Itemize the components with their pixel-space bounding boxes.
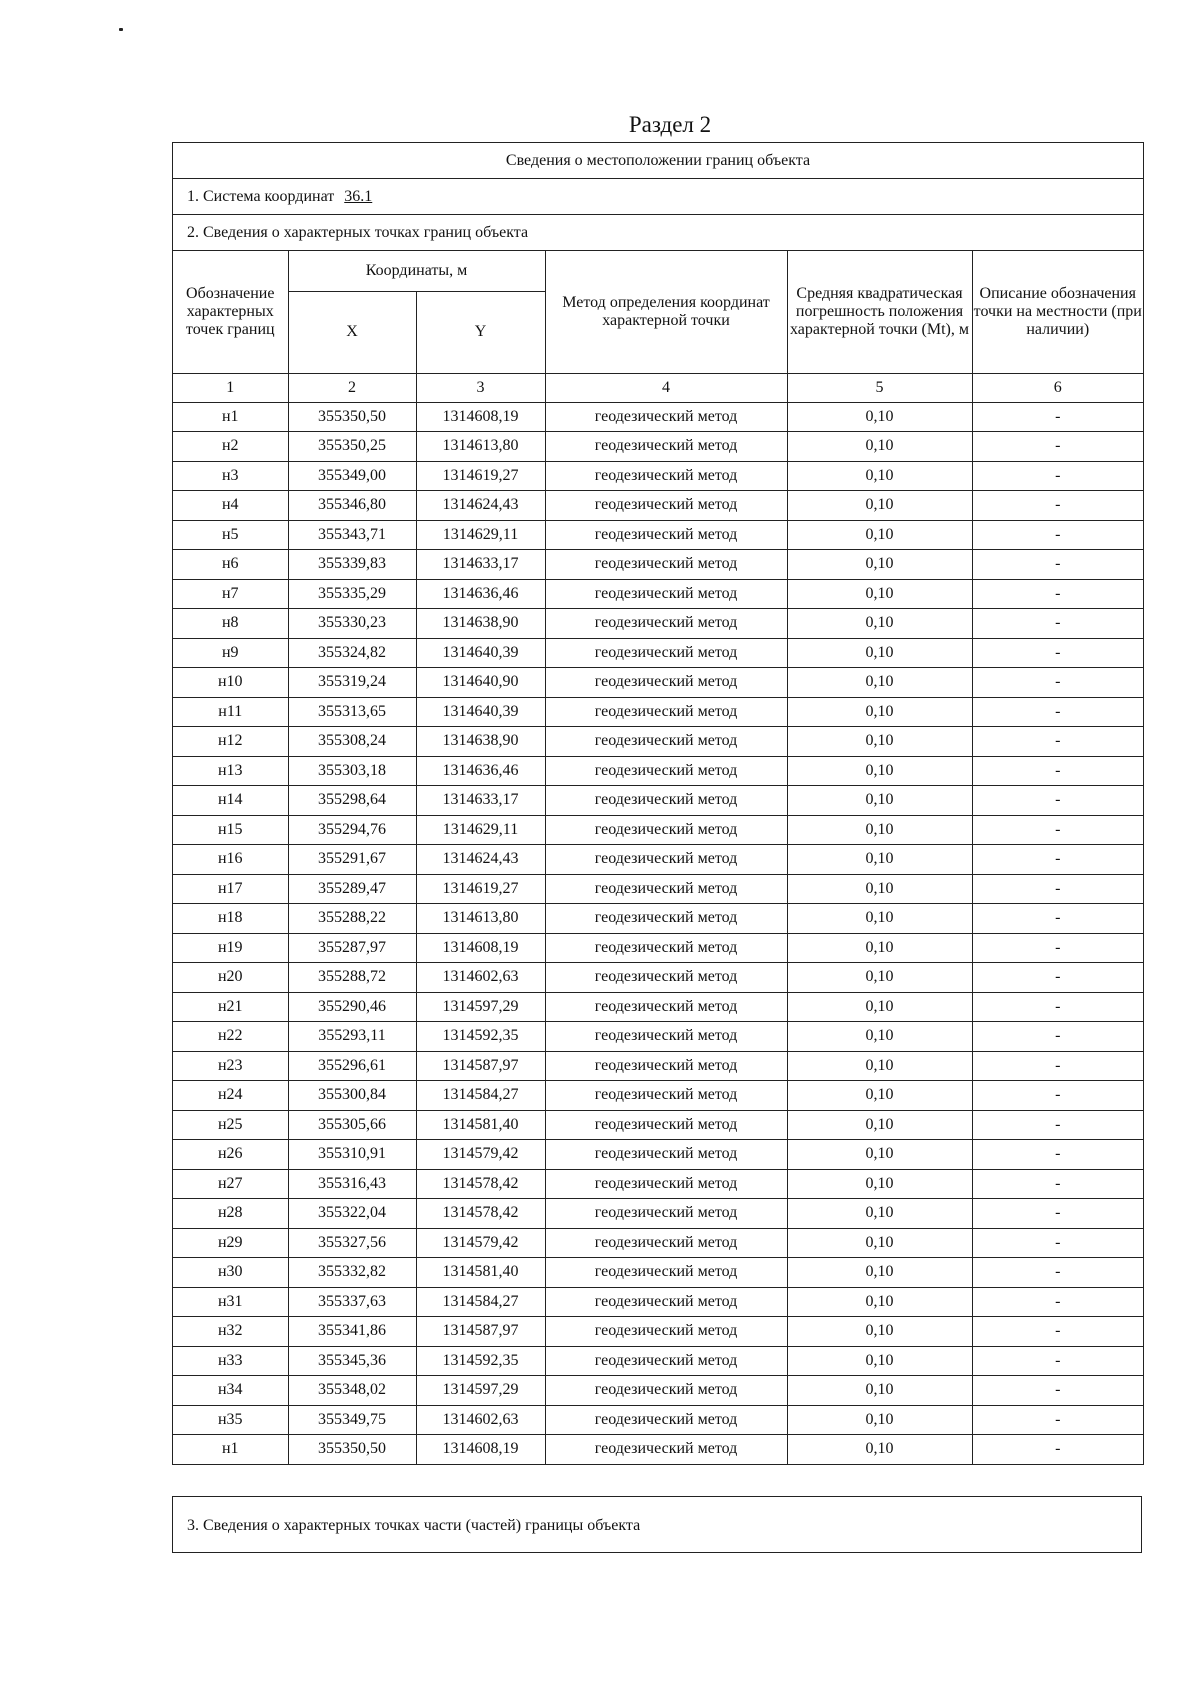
column-number: 4 [545,373,787,402]
y-cell: 1314636,46 [416,579,545,609]
table-row [173,697,1143,727]
y-cell: 1314629,11 [416,520,545,550]
method-cell: геодезический метод [545,1258,787,1288]
table-row [173,638,1143,668]
y-cell: 1314636,46 [416,756,545,786]
part-points-title: 3. Сведения о характерных точках части (частей) границы объекта [187,1517,641,1534]
main-title: Сведения о местоположении границ объекта [173,143,1143,179]
table-row [173,786,1143,816]
boundary-info-block [172,142,1144,1465]
table-row [173,815,1143,845]
table-row [173,609,1143,639]
accuracy-cell: 0,10 [787,1140,972,1170]
x-cell: 355341,86 [288,1317,416,1347]
header-y: Y [416,291,545,373]
column-number: 5 [787,373,972,402]
table-row [173,1169,1143,1199]
point-id-cell: н4 [173,491,288,521]
description-cell: - [972,432,1143,462]
point-id-cell: н34 [173,1376,288,1406]
description-cell: - [972,815,1143,845]
x-cell: 355303,18 [288,756,416,786]
accuracy-cell: 0,10 [787,579,972,609]
description-cell: - [972,609,1143,639]
point-id-cell: н5 [173,520,288,550]
x-cell: 355345,36 [288,1346,416,1376]
table-row [173,933,1143,963]
y-cell: 1314602,63 [416,1405,545,1435]
table-row [173,1376,1143,1406]
x-cell: 355308,24 [288,727,416,757]
description-cell: - [972,874,1143,904]
description-cell: - [972,1376,1143,1406]
y-cell: 1314581,40 [416,1110,545,1140]
method-cell: геодезический метод [545,491,787,521]
point-id-cell: н14 [173,786,288,816]
method-cell: геодезический метод [545,963,787,993]
column-number: 3 [416,373,545,402]
point-id-cell: н10 [173,668,288,698]
method-cell: геодезический метод [545,933,787,963]
accuracy-cell: 0,10 [787,491,972,521]
accuracy-cell: 0,10 [787,402,972,432]
point-id-cell: н25 [173,1110,288,1140]
description-cell: - [972,491,1143,521]
method-cell: геодезический метод [545,815,787,845]
description-cell: - [972,1081,1143,1111]
x-cell: 355300,84 [288,1081,416,1111]
accuracy-cell: 0,10 [787,756,972,786]
header-description: Описание обозначения точки на местности (при наличии) [972,251,1143,373]
method-cell: геодезический метод [545,1081,787,1111]
method-cell: геодезический метод [545,1228,787,1258]
description-cell: - [972,638,1143,668]
table-row [173,1140,1143,1170]
x-cell: 355346,80 [288,491,416,521]
table-row [173,1405,1143,1435]
y-cell: 1314640,90 [416,668,545,698]
table-row [173,1228,1143,1258]
description-cell: - [972,1317,1143,1347]
y-cell: 1314608,19 [416,402,545,432]
x-cell: 355348,02 [288,1376,416,1406]
method-cell: геодезический метод [545,520,787,550]
y-cell: 1314578,42 [416,1169,545,1199]
point-id-cell: н26 [173,1140,288,1170]
x-cell: 355287,97 [288,933,416,963]
table-row [173,550,1143,580]
accuracy-cell: 0,10 [787,638,972,668]
point-id-cell: н6 [173,550,288,580]
coord-system-line [173,179,1143,215]
accuracy-cell: 0,10 [787,1287,972,1317]
description-cell: - [972,697,1143,727]
accuracy-cell: 0,10 [787,1317,972,1347]
x-cell: 355349,00 [288,461,416,491]
description-cell: - [972,550,1143,580]
method-cell: геодезический метод [545,727,787,757]
x-cell: 355324,82 [288,638,416,668]
column-numbers-row [173,373,1143,402]
y-cell: 1314613,80 [416,432,545,462]
point-id-cell: н2 [173,432,288,462]
accuracy-cell: 0,10 [787,1169,972,1199]
section-title: Раздел 2 [628,112,712,137]
x-cell: 355332,82 [288,1258,416,1288]
table-row [173,756,1143,786]
point-id-cell: н20 [173,963,288,993]
accuracy-cell: 0,10 [787,904,972,934]
header-accuracy: Средняя квадратическая погрешность положения характерной точки (Mt), м [787,251,972,373]
point-id-cell: н22 [173,1022,288,1052]
table-row [173,963,1143,993]
method-cell: геодезический метод [545,1405,787,1435]
point-id-cell: н29 [173,1228,288,1258]
y-cell: 1314629,11 [416,815,545,845]
x-cell: 355305,66 [288,1110,416,1140]
point-id-cell: н7 [173,579,288,609]
accuracy-cell: 0,10 [787,992,972,1022]
point-id-cell: н27 [173,1169,288,1199]
table-row [173,845,1143,875]
method-cell: геодезический метод [545,1346,787,1376]
x-cell: 355339,83 [288,550,416,580]
table-row [173,1199,1143,1229]
column-number: 1 [173,373,288,402]
y-cell: 1314619,27 [416,874,545,904]
x-cell: 355350,25 [288,432,416,462]
description-cell: - [972,1405,1143,1435]
header-coords: Координаты, м [288,251,545,291]
description-cell: - [972,963,1143,993]
description-cell: - [972,520,1143,550]
accuracy-cell: 0,10 [787,520,972,550]
method-cell: геодезический метод [545,1435,787,1464]
accuracy-cell: 0,10 [787,1258,972,1288]
y-cell: 1314638,90 [416,727,545,757]
x-cell: 355294,76 [288,815,416,845]
table-row [173,1051,1143,1081]
table-row [173,432,1143,462]
y-cell: 1314584,27 [416,1081,545,1111]
y-cell: 1314638,90 [416,609,545,639]
method-cell: геодезический метод [545,402,787,432]
description-cell: - [972,786,1143,816]
point-id-cell: н16 [173,845,288,875]
method-cell: геодезический метод [545,1199,787,1229]
x-cell: 355290,46 [288,992,416,1022]
table-row [173,992,1143,1022]
method-cell: геодезический метод [545,697,787,727]
method-cell: геодезический метод [545,874,787,904]
table-row [173,668,1143,698]
point-id-cell: н1 [173,1435,288,1464]
method-cell: геодезический метод [545,609,787,639]
x-cell: 355288,22 [288,904,416,934]
x-cell: 355350,50 [288,402,416,432]
points-title: 2. Сведения о характерных точках границ объекта [173,215,1143,251]
x-cell: 355327,56 [288,1228,416,1258]
x-cell: 355293,11 [288,1022,416,1052]
x-cell: 355350,50 [288,1435,416,1464]
accuracy-cell: 0,10 [787,432,972,462]
scan-speck [119,28,123,31]
description-cell: - [972,668,1143,698]
point-id-cell: н23 [173,1051,288,1081]
method-cell: геодезический метод [545,992,787,1022]
y-cell: 1314613,80 [416,904,545,934]
description-cell: - [972,579,1143,609]
x-cell: 355335,29 [288,579,416,609]
table-row [173,1081,1143,1111]
y-cell: 1314624,43 [416,845,545,875]
method-cell: геодезический метод [545,756,787,786]
point-id-cell: н24 [173,1081,288,1111]
table-row [173,1258,1143,1288]
point-id-cell: н1 [173,402,288,432]
method-cell: геодезический метод [545,1317,787,1347]
method-cell: геодезический метод [545,1110,787,1140]
accuracy-cell: 0,10 [787,845,972,875]
description-cell: - [972,904,1143,934]
table-row [173,461,1143,491]
table-row [173,1110,1143,1140]
y-cell: 1314640,39 [416,697,545,727]
method-cell: геодезический метод [545,432,787,462]
method-cell: геодезический метод [545,638,787,668]
part-points-block [172,1496,1142,1553]
accuracy-cell: 0,10 [787,1022,972,1052]
method-cell: геодезический метод [545,1287,787,1317]
point-id-cell: н13 [173,756,288,786]
method-cell: геодезический метод [545,550,787,580]
accuracy-cell: 0,10 [787,963,972,993]
accuracy-cell: 0,10 [787,461,972,491]
y-cell: 1314633,17 [416,550,545,580]
y-cell: 1314608,19 [416,933,545,963]
description-cell: - [972,727,1143,757]
table-row [173,1022,1143,1052]
table-row [173,874,1143,904]
x-cell: 355298,64 [288,786,416,816]
accuracy-cell: 0,10 [787,1051,972,1081]
description-cell: - [972,461,1143,491]
point-id-cell: н35 [173,1405,288,1435]
point-id-cell: н32 [173,1317,288,1347]
y-cell: 1314592,35 [416,1022,545,1052]
x-cell: 355337,63 [288,1287,416,1317]
table-row [173,1435,1143,1464]
accuracy-cell: 0,10 [787,609,972,639]
description-cell: - [972,1110,1143,1140]
accuracy-cell: 0,10 [787,1228,972,1258]
description-cell: - [972,1287,1143,1317]
x-cell: 355310,91 [288,1140,416,1170]
accuracy-cell: 0,10 [787,1405,972,1435]
y-cell: 1314597,29 [416,1376,545,1406]
coord-system-label: 1. Система координат [187,188,335,205]
description-cell: - [972,1169,1143,1199]
table-row [173,491,1143,521]
x-cell: 355313,65 [288,697,416,727]
point-id-cell: н28 [173,1199,288,1229]
description-cell: - [972,1258,1143,1288]
description-cell: - [972,845,1143,875]
y-cell: 1314584,27 [416,1287,545,1317]
y-cell: 1314581,40 [416,1258,545,1288]
table-row [173,1346,1143,1376]
y-cell: 1314587,97 [416,1051,545,1081]
point-id-cell: н30 [173,1258,288,1288]
table-row [173,520,1143,550]
accuracy-cell: 0,10 [787,1081,972,1111]
accuracy-cell: 0,10 [787,1376,972,1406]
point-id-cell: н18 [173,904,288,934]
point-id-cell: н17 [173,874,288,904]
method-cell: геодезический метод [545,845,787,875]
x-cell: 355289,47 [288,874,416,904]
method-cell: геодезический метод [545,904,787,934]
accuracy-cell: 0,10 [787,1435,972,1464]
accuracy-cell: 0,10 [787,815,972,845]
y-cell: 1314597,29 [416,992,545,1022]
x-cell: 355343,71 [288,520,416,550]
y-cell: 1314579,42 [416,1140,545,1170]
description-cell: - [972,1022,1143,1052]
accuracy-cell: 0,10 [787,668,972,698]
point-id-cell: н33 [173,1346,288,1376]
point-id-cell: н19 [173,933,288,963]
x-cell: 355288,72 [288,963,416,993]
x-cell: 355319,24 [288,668,416,698]
table-row [173,579,1143,609]
method-cell: геодезический метод [545,579,787,609]
description-cell: - [972,1346,1143,1376]
accuracy-cell: 0,10 [787,697,972,727]
method-cell: геодезический метод [545,1376,787,1406]
description-cell: - [972,992,1143,1022]
table-row [173,1287,1143,1317]
table-row [173,904,1143,934]
header-method: Метод определения координат характерной точки [545,251,787,373]
x-cell: 355322,04 [288,1199,416,1229]
description-cell: - [972,933,1143,963]
column-number: 6 [972,373,1143,402]
y-cell: 1314587,97 [416,1317,545,1347]
method-cell: геодезический метод [545,1022,787,1052]
point-id-cell: н31 [173,1287,288,1317]
x-cell: 355291,67 [288,845,416,875]
description-cell: - [972,756,1143,786]
accuracy-cell: 0,10 [787,1199,972,1229]
method-cell: геодезический метод [545,786,787,816]
column-number: 2 [288,373,416,402]
x-cell: 355316,43 [288,1169,416,1199]
point-id-cell: н21 [173,992,288,1022]
y-cell: 1314640,39 [416,638,545,668]
point-id-cell: н9 [173,638,288,668]
description-cell: - [972,1140,1143,1170]
method-cell: геодезический метод [545,461,787,491]
accuracy-cell: 0,10 [787,727,972,757]
y-cell: 1314592,35 [416,1346,545,1376]
method-cell: геодезический метод [545,1140,787,1170]
points-table [173,251,1143,1464]
point-id-cell: н3 [173,461,288,491]
y-cell: 1314602,63 [416,963,545,993]
description-cell: - [972,1435,1143,1464]
method-cell: геодезический метод [545,1051,787,1081]
method-cell: геодезический метод [545,668,787,698]
x-cell: 355349,75 [288,1405,416,1435]
header-x: X [288,291,416,373]
y-cell: 1314624,43 [416,491,545,521]
accuracy-cell: 0,10 [787,786,972,816]
description-cell: - [972,1051,1143,1081]
description-cell: - [972,1228,1143,1258]
y-cell: 1314578,42 [416,1199,545,1229]
point-id-cell: н12 [173,727,288,757]
accuracy-cell: 0,10 [787,874,972,904]
y-cell: 1314579,42 [416,1228,545,1258]
table-row [173,727,1143,757]
x-cell: 355330,23 [288,609,416,639]
y-cell: 1314619,27 [416,461,545,491]
header-designation: Обозначение характерных точек границ [173,251,288,373]
coord-system-value: 36.1 [344,188,373,205]
y-cell: 1314633,17 [416,786,545,816]
y-cell: 1314608,19 [416,1435,545,1464]
accuracy-cell: 0,10 [787,933,972,963]
point-id-cell: н15 [173,815,288,845]
description-cell: - [972,1199,1143,1229]
x-cell: 355296,61 [288,1051,416,1081]
accuracy-cell: 0,10 [787,1346,972,1376]
table-row [173,402,1143,432]
point-id-cell: н8 [173,609,288,639]
description-cell: - [972,402,1143,432]
accuracy-cell: 0,10 [787,1110,972,1140]
point-id-cell: н11 [173,697,288,727]
accuracy-cell: 0,10 [787,550,972,580]
method-cell: геодезический метод [545,1169,787,1199]
table-row [173,1317,1143,1347]
